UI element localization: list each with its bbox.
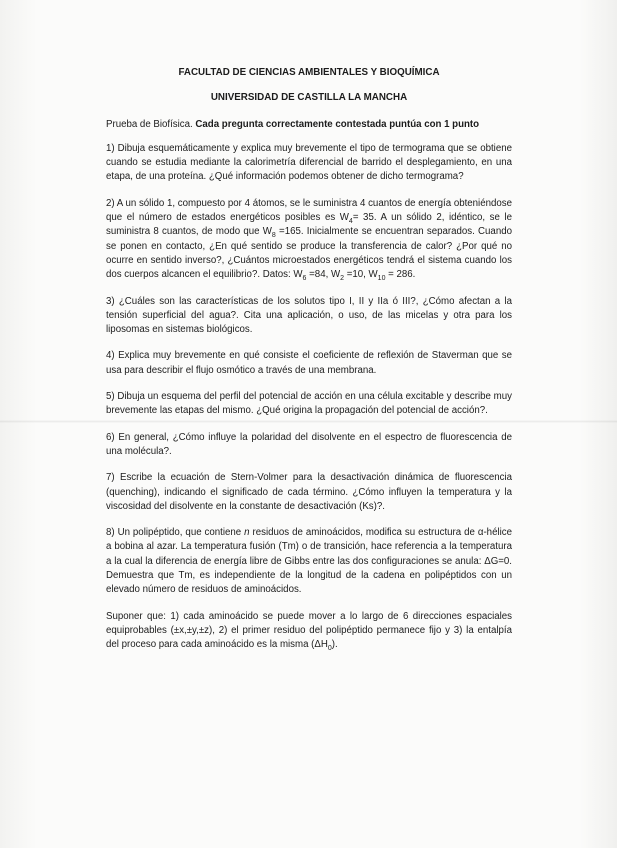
exam-subject: Prueba de Biofísica. (106, 118, 196, 130)
question-8 (106, 526, 512, 597)
q2-sub-4: 2 (340, 275, 345, 283)
question-2 (106, 197, 512, 283)
q2-text-2: = 35. A un sólido 2, idéntico, se le suministra 8 cuantos, de modo que W (106, 212, 512, 238)
q2-text-3: =165. Inicialmente se encuentran separados. Cuando se ponen en contacto, ¿En qué sentido se produce la transferencia de calor? ¿Por qué no ocurre en sentido inverso?, ¿Cuántos microestados energéticos tendrá el sistema cuando los dos cuerpos alcancen el equilibrio?. Datos: W (106, 226, 512, 281)
q2-text-1: 2) A un sólido 1, compuesto por 4 átomos, se le suministra 4 cuantos de energía obteniéndose que el número de estados energéticos posibles es W (106, 197, 512, 224)
q8-text-1: 8) Un polipéptido, que contiene (106, 527, 245, 539)
q8-variable-n: n (244, 527, 250, 539)
university-heading: UNIVERSIDAD DE CASTILLA LA MANCHA (210, 92, 408, 104)
q2-sub-3: 6 (302, 275, 307, 283)
q2-sub-5: 10 (377, 275, 386, 283)
question-3: 3) ¿Cuáles son las características de los solutos tipo I, II y IIa ó III?, ¿Cómo afectan a la tensión superficial del agua?. Cita una aplicación, o uso, de las micelas y otra para los liposomas en sistemas biológicos. (106, 295, 512, 336)
question-5: 5) Dibuja un esquema del perfil del potencial de acción en una célula excitable y describe muy brevemente las etapas del mismo. ¿Qué origina la propagación del potencial de acción?. (106, 391, 512, 417)
q8-text-2: residuos de aminoácidos, modifica su estructura de α-hélice a bobina al azar. La temperatura fusión (Tm) o de transición, hace referencia a la temperatura a la cual la diferencia de energía libre de Gibbs entre las dos configuraciones se anula: ΔG=0. Demuestra que Tm, es independiente de la longitud de la cadena en polipéptidos con un elevado número de residuos de aminoácidos. (106, 527, 512, 596)
question-8-assumptions (106, 610, 512, 653)
q2-text-6: = 286. (385, 269, 416, 281)
q2-sub-1: 4 (348, 218, 353, 226)
q8b-text-1: Suponer que: 1) cada aminoácido se puede mover a lo largo de 6 direcciones espaciales equiprobables (±x,±y,±z), 2) el primer residuo del polipéptido permanece fijo y 3) la entalpía del proceso para cada aminoácido es la misma (ΔH (106, 610, 512, 651)
q8b-sub-1: 0 (327, 645, 332, 653)
question-7: 7) Escribe la ecuación de Stern-Volmer para la desactivación dinámica de fluorescencia (quenching), indicando el significado de cada término. ¿Cómo influyen la temperatura y la viscosidad del disolvente en la constante de desactivación (Ks)?. (106, 472, 512, 512)
question-6: 6) En general, ¿Cómo influye la polaridad del disolvente en el espectro de fluorescencia de una molécula?. (106, 431, 512, 457)
q2-text-4: =84, W (306, 269, 341, 281)
q2-sub-2: 8 (271, 232, 276, 240)
faculty-heading: FACULTAD DE CIENCIAS AMBIENTALES Y BIOQUÍMICA (178, 67, 440, 78)
scoring-note: Cada pregunta correctamente contestada puntúa con 1 punto (195, 118, 480, 130)
exam-intro (106, 118, 512, 132)
q8b-text-2: ). (331, 639, 338, 651)
question-1: 1) Dibuja esquemáticamente y explica muy brevemente el tipo de termograma que se obtiene cuando se estudia mediante la calorimetría diferencial de barrido el desplegamiento, en una etapa, de una proteína. ¿Qué información podemos obtener de dicho termograma? (106, 142, 512, 183)
q2-text-5: =10, W (344, 269, 378, 281)
document-body (106, 62, 512, 653)
question-4: 4) Explica muy brevemente en qué consiste el coeficiente de reflexión de Staverman que se usa para describir el flujo osmótico a través de una membrana. (106, 350, 512, 376)
